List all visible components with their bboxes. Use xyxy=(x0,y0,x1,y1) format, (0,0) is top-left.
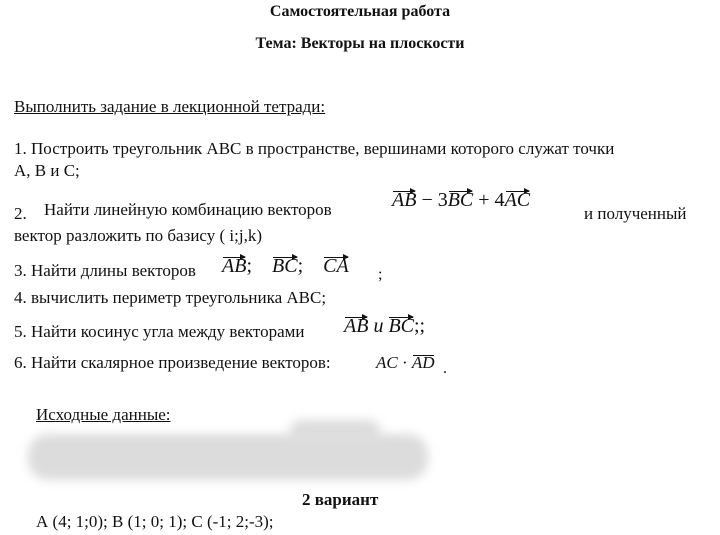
points-coordinates: А (4; 1;0); В (1; 0; 1); С (-1; 2;-3); xyxy=(36,512,274,531)
vector-ac: AC xyxy=(504,189,531,211)
task-3-end: ; xyxy=(378,266,383,283)
vector-ca: CA xyxy=(323,255,349,277)
task-2-formula xyxy=(392,189,530,212)
document-topic: Тема: Векторы на плоскости xyxy=(255,35,465,52)
task-6-formula xyxy=(376,353,435,373)
source-data-heading: Исходные данные: xyxy=(36,405,171,424)
task-2-tail: и полученный xyxy=(584,204,687,223)
task-6-end: . xyxy=(443,360,447,377)
document-title: Самостоятельная работа xyxy=(269,3,451,20)
task-6-text: 6. Найти скалярное произведение векторов: xyxy=(14,353,331,372)
dot-operator: · xyxy=(401,353,408,372)
task-3-text: 3. Найти длины векторов xyxy=(14,261,196,280)
task-5-tail: ;; xyxy=(414,315,426,337)
task-2-text: Найти линейную комбинацию векторов xyxy=(44,200,332,219)
vector-ab: AB xyxy=(344,315,369,337)
task-4: 4. вычислить периметр треугольника АВС; xyxy=(14,288,327,307)
variant-heading: 2 вариант xyxy=(302,490,379,509)
task-5-vectors xyxy=(344,315,425,338)
vector-bc: BC xyxy=(388,315,414,337)
task-5-text: 5. Найти косинус угла между векторами xyxy=(14,322,305,341)
plus-four: + 4 xyxy=(478,189,505,211)
task-1-line-1: 1. Построить треугольник АВС в пространстве, вершинами которого служат точки xyxy=(14,139,615,158)
task-2-number: 2. xyxy=(14,204,27,223)
vector-bc: BC xyxy=(272,255,298,277)
vector-ac: AC xyxy=(376,353,398,372)
separator: ; xyxy=(297,255,304,277)
vector-bc: BC xyxy=(447,189,474,211)
vector-ad: AD xyxy=(411,353,435,372)
separator: ; xyxy=(246,255,252,277)
task-2-line-2: вектор разложить по базису ( i;j,k) xyxy=(14,226,262,245)
minus-three: − 3 xyxy=(421,189,448,211)
conjunction: и xyxy=(373,315,384,337)
instruction-heading: Выполнить задание в лекционной тетради: xyxy=(14,97,326,116)
vector-ab: AB xyxy=(222,255,247,277)
task-3-vectors xyxy=(222,255,349,278)
vector-ab: AB xyxy=(392,189,417,211)
task-1-line-2: А, В и С; xyxy=(14,161,80,180)
redacted-area xyxy=(290,420,380,442)
